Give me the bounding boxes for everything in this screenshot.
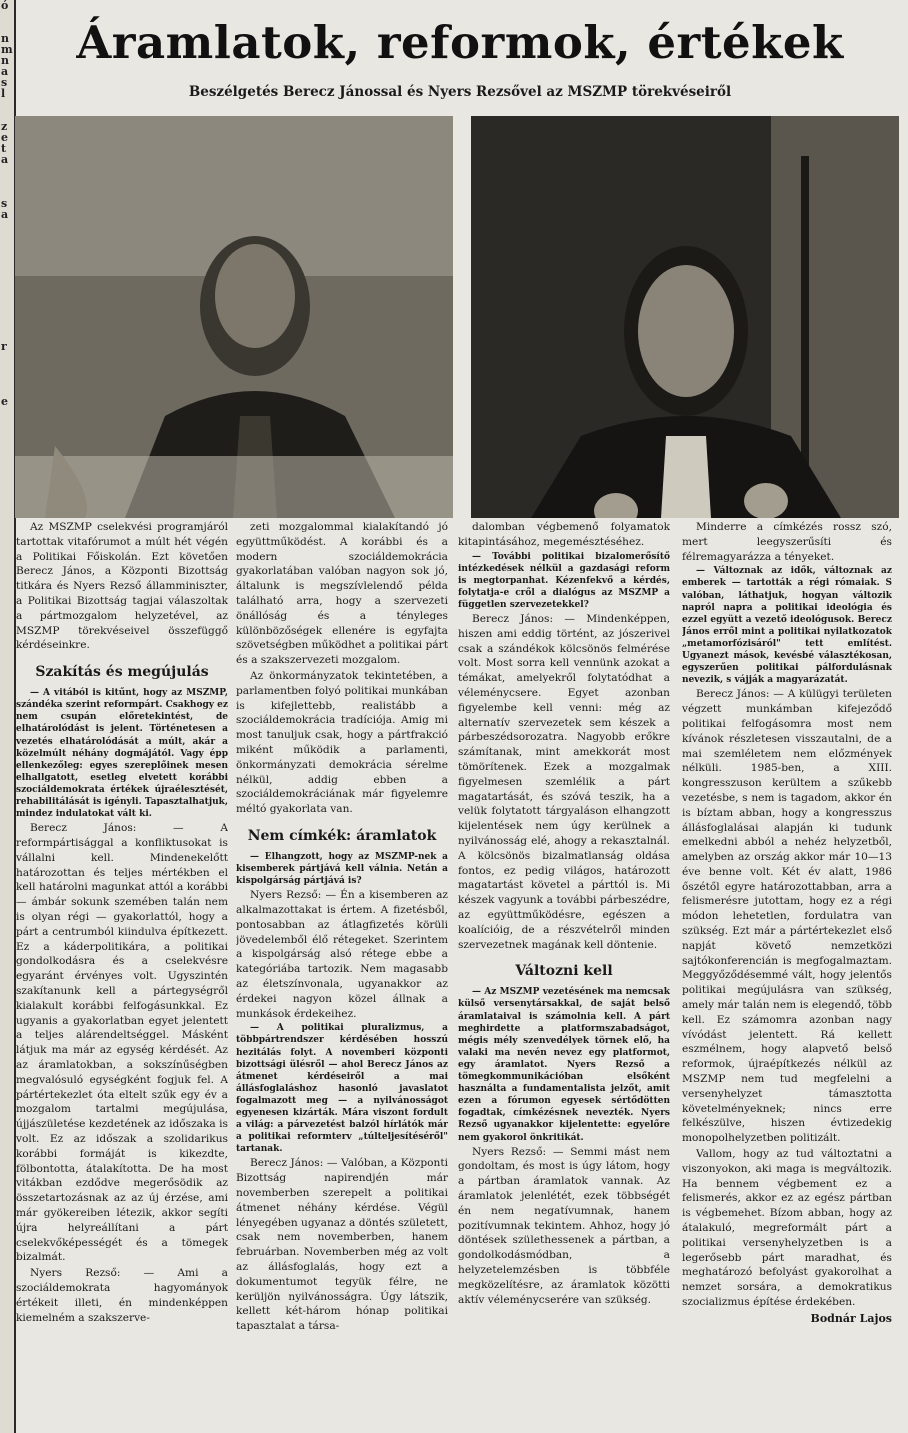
body-paragraph: zeti mozgalommal kialakítandó jó együttműködést. A korábbi és a modern szociáldemokrácia gyakorlatában valóban nagyon sok jó, általunk is megszívlelendő példa található arra, hogy a szervezeti önállóság és a tényleges különbözőségek ellenére is egyfajta szövetségben működhet a politikai párt és a szakszervezeti mozgalom. xyxy=(236,521,448,667)
article-headline: Áramlatok, reformok, értékek xyxy=(76,16,844,69)
strip-char: t xyxy=(1,142,7,155)
body-paragraph: Az önkormányzatok tekintetében, a parlamentben folyó politikai munkában is kifejlettebb, realistább a szociáldemokrácia tradíciója. Amig mi most tanuljuk csak, hogy a pártfrakció miként működik a parlamenti, önkormányzati demokrácia sérelme nélkül, addig ebben a szociáldemokráciának már figyelemre méltó gyakorlata van. xyxy=(236,669,448,816)
text-column-2 xyxy=(236,520,448,1425)
body-paragraph: Berecz János: — A külügyi területen végzett munkámban kifejeződő politikai felfogásomra most nem kívánok részletesen visszautalni, de a mai szemléletem nem előzmények nélküli. 1985-ben, a XIII. kongresszuson kerültem a szűkebb vezetésbe, s nem is tagadom, akkor én is bíztam abban, hogy a kongresszus állásfoglalásai alapján ki tudunk emelkedni abból a nehéz helyzetből, amelyben az ország akkor már 10—13 éve benne volt. Két év alatt, 1986 őszétől egyre határozottabban, arra a felismerésre jutottam, hogy ez a régi módon lehetetlen, fordulatra van szükség. Ezt már a pártértekezlet első napját követő nemzetközi sajtókonferencián is megfogalmaztam. Meggyőződésemmé vált, hogy jelentős politikai megújulásra van szükség, amely már talán nem is elegendő, több kell. Ez számomra azonban nagy vívódást jelentett. Rá kellett eszmélnem, hogy alapvető belső reformok, újraépítkezés nélkül az MSZMP nem tud megfelelni a versenyhelyzet támasztotta követelményeknek; nincs erre felkészülve, hiszen évtizedekig monopolhelyzetben politizált. xyxy=(682,688,892,1145)
body-paragraph: dalomban végbemenő folyamatok kitapintásához, megemésztéséhez. xyxy=(458,521,670,548)
text-column-4 xyxy=(682,520,892,1425)
body-paragraph: Berecz János: — Mindenképpen, hiszen ami eddig történt, az jószerivel csak a szándékok kölcsönös felmérése volt. Most sorra kell vennünk azokat a témákat, amelyekről folytatódhat a véleménycsere. Egyet azonban figyelembe kell venni: még az alternatív szervezetek sem készek a párbeszédsorozatra. Nagyobb erőkre számítanak, mint amekkorát most tömörítenek. Ezek a mozgalmak figyelmesen szemlélik a párt magatartását, és szóvá teszik, ha a velük folytatott tárgyaláson elhangzott kijelentések nem úgy kerülnek a nyilvánosság elé, ahogy a rekasztalnál. A kölcsönös bizalmatlanság oldása fontos, ez pedig világos, határozott magatartást követel a párttól is. Mi készek vagyunk a további párbeszédre, az együttműködésre, egészen a koalícióig, de a részvételről minden szervezetnek magának kell döntenie. xyxy=(458,613,670,951)
section-heading: Szakítás és megújulás xyxy=(35,664,209,681)
strip-char: r xyxy=(1,340,7,353)
adjacent-article-strip xyxy=(0,0,16,1433)
section-heading: Nem címkék: áramlatok xyxy=(247,827,437,844)
strip-char: e xyxy=(1,131,8,144)
portrait-photo-nyers xyxy=(471,116,899,518)
interview-question: — Változnak az idők, változnak az emberek — tartották a régi rómaiak. S valóban, láthatjuk, hogyan változik napról napra a politikai ideológia és ezzel együtt a vezető ideológusok. Berecz János erről mint a politikai nyilatkozatok „metamorfózisáról" tett említést. Ugyanezt mások, kevésbé választékosan, egyszerűen politikai pálfordulásnak nevezik, s vájják a magyarázatát. xyxy=(682,566,892,686)
interview-question: — A vitából is kitűnt, hogy az MSZMP, szándéka szerint reformpárt. Csakhogy ez nem csupán előretekintést, de elhatárolódást is jelent. Történetesen a vezetés elhatárolódását a múlt, akár a közelmúlt néhány dogmájától. Vagy épp ellenkezőleg: egyes szereplőinek mesen elhallgatott, esetleg elvetett korábbi szociáldemokrata értékek újraélesztését, rehabilitálását is igényli. Tapasztalhatjuk, mindez indulatokat vált ki. xyxy=(16,688,228,820)
strip-char: e xyxy=(1,395,8,408)
interview-question: — Az MSZMP vezetésének ma nemcsak külső versenytársakkal, de saját belső áramlataival is számolnia kell. A párt meghirdette a platformszabadságot, mégis mély szenvedélyek törnek elő, ha valaki ma nevén nevez egy platformot, egy áramlatot. Nyers Rezső a tömegkommunikációban elsőként használta a fundamentalista jelzőt, amit ezen a fórumon egyesek sértődötten fogadtak, címkézésnek nevezték. Nyers Rezső ugyanakkor kijelentette: egyelőre nem gyakorol önkritikát. xyxy=(458,987,670,1143)
interview-question: — Elhangzott, hogy az MSZMP-nek a kisemberek pártjává kell válnia. Netán a kispolgárság pártjává is? xyxy=(236,851,448,887)
strip-char xyxy=(0,440,14,451)
interview-question: — A politikai pluralizmus, a többpártrendszer kérdésében hosszú hezitálás folyt. A novemberi központi bizottsági ülésről — ahol Berecz János az átmenet kérdéseiről a mai állásfoglaláshoz hasonló javaslatot fogalmazott meg — a nyilvánosságot egyenesen kizárták. Mára viszont fordult a világ: a párvezetést balzól hírlátók már a politikai reformterv „túlteljesítéséről" tartanak. xyxy=(236,1023,448,1155)
strip-char: ó xyxy=(1,0,9,12)
strip-char: n xyxy=(1,32,9,45)
body-paragraph: Berecz János: — A reformpártisággal a konfliktusokat is vállalni kell. Mindenekelőtt határozottan és teljes mértékben el kell határolni magunkat attól a korábbi — ámbár sokunk szemében talán nem is olyan régi — gyakorlattól, hogy a párt a centrumból kiindulva építkezett. Ez a káderpolitikára, a politikai gondolkodásra és a cselekvésre egyaránt érvényes volt. Ugyszintén szakítanunk kell a pártegységről kialakult korábbi felfogásunkkal. Ez ugyanis a gyakorlatban egyet jelentett a teljes alárendeltséggel. Másként látjuk ma már az egység kérdését. Az az áramlatokban, a sokszínűségben megvalósuló egységként fogjuk fel. A pártértekezlet óta eltelt szűk egy év a mozgalom tartalmi megújulása, újjászületése kezdetének az időszaka is volt. Ez az időszak a szolidarikus korábbi formáját is kikezdte, fölbontotta, átalakította. De ha most vitákban ezdődve megerősödik az összetartozásnak az az új érzése, ami már gyökereiben létezik, akkor segíti újra helyreállítani a párt cselekvőképességét és a tömegek bizalmát. xyxy=(16,822,228,1264)
body-paragraph: Minderre a címkézés rossz szó, mert leegyszerűsíti és félremagyarázza a tényeket. xyxy=(682,521,892,563)
article-subheadline: Beszélgetés Berecz Jánossal és Nyers Rezsővel az MSZMP törekvéseiről xyxy=(188,84,732,100)
portrait-photo-icon xyxy=(471,116,899,518)
strip-char: m xyxy=(1,43,13,56)
body-paragraph: Berecz János: — Valóban, a Központi Bizottság napirendjén már novemberben szerepelt a politikai átmenet néhány kérdése. Végül lényegében ugyanaz a döntés született, csak nem novemberben, hanem februárban. Novemberben még az volt az állásfoglalás, hogy ezt a dokumentumot tegyük félre, ne kerüljön nyilvánosságra. Úgy látszik, kellett két-három hónap politikai tapasztalat a társa- xyxy=(236,1157,448,1333)
body-paragraph: Nyers Rezső: — Én a kisemberen az alkalmazottakat is értem. A fizetésből, pontosabban az átlagfizetés körüli jövedelemből élő rétegeket. Szerintem a kispolgárság alsó rétege ebbe a kategóriába tartozik. Nem magasabb az életszínvonala, ugyanakkor az érdekei nagyon közel állnak a munkások érdekeihez. xyxy=(236,889,448,1020)
text-column-1 xyxy=(16,520,228,1425)
strip-char: l xyxy=(1,87,6,100)
strip-char: a xyxy=(1,65,9,78)
portrait-photo-icon xyxy=(15,116,453,518)
portrait-photo-berecz xyxy=(15,116,453,518)
body-paragraph: Vallom, hogy az tud változtatni a viszonyokon, aki maga is megváltozik. Ha bennem végbement ez a felismerés, akkor ez az egész pártban is végbemehet. Bízom abban, hogy az átalakuló, megreformált párt a politikai versenyhelyzetben is a legerősebb párt maradhat, és meghatározó befolyást gyakorolhat a nemzet sorsára, a demokratikus szocializmus építése érdekében. xyxy=(682,1148,892,1308)
body-paragraph: Az MSZMP cselekvési programjáról tartottak vitafórumot a múlt hét végén a Politikai Főiskolán. Ezt követően Berecz János, a Központi Bizottság titkára és Nyers Rezső államminiszter, a Politikai Bizottság tagjai válaszoltak a pártmozgalom helyzetével, az MSZMP törekvéseivel összefüggő kérdéseinkre. xyxy=(16,521,228,652)
strip-char: a xyxy=(1,153,9,166)
strip-char: a xyxy=(1,208,9,221)
strip-char: s xyxy=(1,197,8,210)
author-byline: Bodnár Lajos xyxy=(810,1311,892,1325)
interview-question: — További politikai bizalomerősítő intézkedések nélkül a gazdasági reform is megtorpanhat. Kézenfekvő a kérdés, folytatja-e cről a dialógus az MSZMP a független szervezetekkel? xyxy=(458,551,670,610)
section-heading: Változni kell xyxy=(515,963,613,980)
strip-char: z xyxy=(1,120,8,133)
strip-char: s xyxy=(1,76,8,89)
strip-char: n xyxy=(1,54,9,67)
body-paragraph: Nyers Rezső: — Ami a szociáldemokrata hagyományok értékeit illeti, én mindenképpen kiemelném a szakszerve- xyxy=(16,1267,228,1324)
text-column-3 xyxy=(458,520,670,1425)
body-paragraph: Nyers Rezső: — Semmi mást nem gondoltam, és most is úgy látom, hogy a pártban áramlatok vannak. Az áramlatok jelenlétét, ezek többségét én nem negatívumnak, hanem pozitívumnak tekintem. Ahhoz, hogy jó döntések születhessenek a pártban, a gondolkodásmódban, a helyzetelemzésben is többféle megközelítésre, az áramlatok közötti aktív véleménycserére van szükség. xyxy=(458,1145,670,1306)
